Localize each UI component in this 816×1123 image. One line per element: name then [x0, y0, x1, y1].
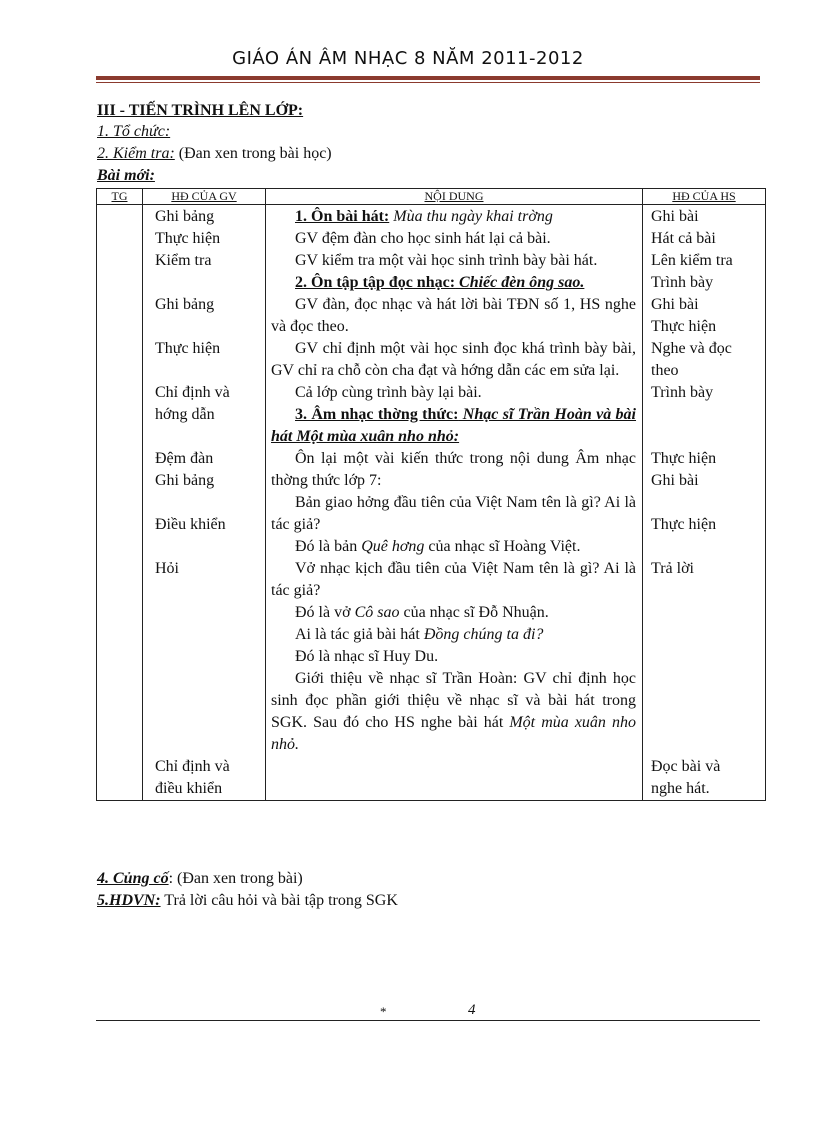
tg-cell: [97, 205, 143, 801]
hs-line: Nghe và đọc: [651, 340, 732, 357]
item-cung-co-text: : (Đan xen trong bài): [168, 870, 303, 887]
nd-para: Ôn lại một vài kiến thức trong nội dung Âm nhạc thờng thức lớp 7:: [271, 450, 636, 489]
nd-italic-title: Đồng chúng ta đi?: [423, 626, 544, 643]
gv-line: Thực hiện: [155, 340, 221, 357]
nd-para-on-tap: [271, 272, 636, 294]
item-to-chuc: 1. Tổ chức:: [97, 123, 171, 140]
hs-line: Hát cả bài: [651, 230, 716, 247]
gv-spacer: [155, 624, 259, 646]
gv-line: Chỉ định và: [155, 758, 230, 775]
gv-line: hớng dẫn: [155, 406, 215, 423]
col-header-gv: HĐ CỦA GV: [143, 189, 266, 205]
col-header-hs: HĐ CỦA HS: [643, 189, 766, 205]
item-bai-moi: Bài mới:: [97, 167, 155, 184]
hs-line: theo: [651, 362, 679, 379]
nd-text: Ai là tác giả bài hát: [295, 626, 424, 643]
item-cung-co: [97, 869, 303, 889]
nd-para-on-bai-hat: [271, 206, 636, 228]
gv-line: Ghi bảng: [155, 296, 215, 313]
nd-tdn-title: Chiếc đèn ông sao.: [455, 274, 585, 291]
nd-heading-3: 3. Âm nhạc thờng thức:: [295, 406, 459, 423]
hs-line: Thực hiện: [651, 450, 717, 467]
hs-spacer: [651, 492, 759, 514]
gv-line: Chỉ định và: [155, 384, 230, 401]
gv-spacer: [155, 580, 259, 602]
hs-spacer: [651, 734, 759, 756]
hs-spacer: [651, 690, 759, 712]
hs-line: Ghi bài: [651, 296, 699, 313]
nd-para-amnhac: [271, 404, 636, 448]
gv-spacer: [155, 360, 259, 382]
header-rule: [96, 76, 760, 80]
hs-line: Thực hiện: [651, 516, 717, 533]
nd-para: GV kiểm tra một vài học sinh trình bày bài hát.: [295, 252, 598, 269]
footer-star: *: [380, 1004, 387, 1019]
gv-spacer: [155, 272, 259, 294]
gv-spacer: [155, 492, 259, 514]
item-hdvn-text: Trả lời câu hỏi và bài tập trong SGK: [160, 892, 398, 909]
page-header-title: GIÁO ÁN ÂM NHẠC 8 NĂM 2011-2012: [232, 48, 584, 69]
gv-line: điều khiển: [155, 780, 223, 797]
hs-line: nghe hát.: [651, 780, 710, 797]
gv-spacer: [155, 426, 259, 448]
gv-spacer: [155, 712, 259, 734]
item-hdvn-label: 5.HDVN:: [97, 892, 161, 909]
hs-cell: [643, 205, 766, 801]
nd-heading-1: 1. Ôn bài hát:: [295, 208, 390, 225]
gv-line: Đệm đàn: [155, 450, 214, 467]
nd-heading-2: 2. Ôn tập tập đọc nhạc:: [295, 274, 456, 291]
section-heading: III - TIẾN TRÌNH LÊN LỚP:: [97, 102, 304, 119]
nd-text: của nhạc sĩ Đỗ Nhuận.: [399, 604, 549, 621]
item-kiem-tra-label: 2. Kiểm tra:: [97, 145, 175, 162]
hs-line: Trả lời: [651, 560, 694, 577]
hs-line: Trình bày: [651, 384, 714, 401]
gv-spacer: [155, 734, 259, 756]
gv-spacer: [155, 690, 259, 712]
nd-para: [271, 668, 636, 756]
nd-para: Bản giao hởng đầu tiên của Việt Nam tên là gì? Ai là tác giả?: [271, 494, 636, 533]
gv-spacer: [155, 646, 259, 668]
nd-para: [271, 624, 636, 646]
hs-line: Lên kiểm tra: [651, 252, 733, 269]
nd-italic-title: Quê hơng: [361, 538, 425, 555]
hs-line: Đọc bài và: [651, 758, 721, 775]
hs-line: Ghi bài: [651, 208, 699, 225]
hs-line: Ghi bài: [651, 472, 699, 489]
hs-line: Trình bày: [651, 274, 714, 291]
nd-text: Giới thiệu về nhạc sĩ Trần Hoàn: GV chỉ định học sinh đọc phần giới thiệu về nhạc sĩ và bài hát trong SGK. Sau đó cho HS nghe bài hát: [271, 670, 636, 731]
col-header-tg: TG: [97, 189, 143, 205]
gv-spacer: [155, 602, 259, 624]
nd-amnhac-title: Nhạc sĩ Trần Hoàn và bài hát Một mùa xuân nho nhỏ:: [271, 406, 637, 445]
nd-cell: [266, 205, 643, 801]
hs-spacer: [651, 712, 759, 734]
hs-spacer: [651, 668, 759, 690]
item-hdvn: [97, 891, 398, 911]
hs-spacer: [651, 580, 759, 602]
lesson-table: [96, 188, 766, 801]
nd-para: Đó là nhạc sĩ Huy Du.: [295, 648, 439, 665]
gv-line: Ghi bảng: [155, 472, 215, 489]
nd-song-title: Mùa thu ngày khai trờng: [389, 208, 553, 225]
nd-italic-title: Cô sao: [354, 604, 400, 621]
nd-italic-title: Một mùa xuân nho nhỏ.: [271, 714, 636, 753]
hs-spacer: [651, 536, 759, 558]
nd-para: GV chỉ định một vài học sinh đọc khá trình bày bài, GV chỉ ra chỗ còn cha đạt và hớng dẫn các em sửa lại.: [271, 340, 636, 379]
nd-para: [271, 602, 636, 624]
nd-para: Vở nhạc kịch đầu tiên của Việt Nam tên là gì? Ai là tác giả?: [271, 560, 636, 599]
gv-spacer: [155, 536, 259, 558]
item-cung-co-label: 4. Củng cố: [97, 870, 169, 887]
gv-line: Điều khiển: [155, 516, 226, 533]
header-rule-thin: [96, 82, 760, 83]
hs-spacer: [651, 404, 759, 426]
gv-spacer: [155, 316, 259, 338]
item-kiem-tra: [97, 144, 332, 164]
nd-para: GV đệm đàn cho học sinh hát lại cả bài.: [295, 230, 551, 247]
footer-rule: [96, 1020, 760, 1021]
item-kiem-tra-text: (Đan xen trong bài học): [174, 145, 332, 162]
nd-text: Đó là vở: [295, 604, 355, 621]
gv-line: Hỏi: [155, 560, 179, 577]
col-header-nd: NỘI DUNG: [266, 189, 643, 205]
gv-line: Thực hiện: [155, 230, 221, 247]
gv-line: Kiểm tra: [155, 252, 212, 269]
hs-spacer: [651, 624, 759, 646]
gv-cell: [143, 205, 266, 801]
hs-spacer: [651, 646, 759, 668]
gv-spacer: [155, 668, 259, 690]
gv-line: Ghi bảng: [155, 208, 215, 225]
hs-spacer: [651, 426, 759, 448]
page-number: 4: [468, 1002, 476, 1018]
nd-text: của nhạc sĩ Hoàng Việt.: [424, 538, 581, 555]
nd-para: GV đàn, đọc nhạc và hát lời bài TĐN số 1, HS nghe và đọc theo.: [271, 296, 636, 335]
hs-spacer: [651, 602, 759, 624]
hs-line: Thực hiện: [651, 318, 717, 335]
nd-para: [271, 536, 636, 558]
nd-text: Đó là bản: [295, 538, 362, 555]
nd-para: Cả lớp cùng trình bày lại bài.: [295, 384, 482, 401]
